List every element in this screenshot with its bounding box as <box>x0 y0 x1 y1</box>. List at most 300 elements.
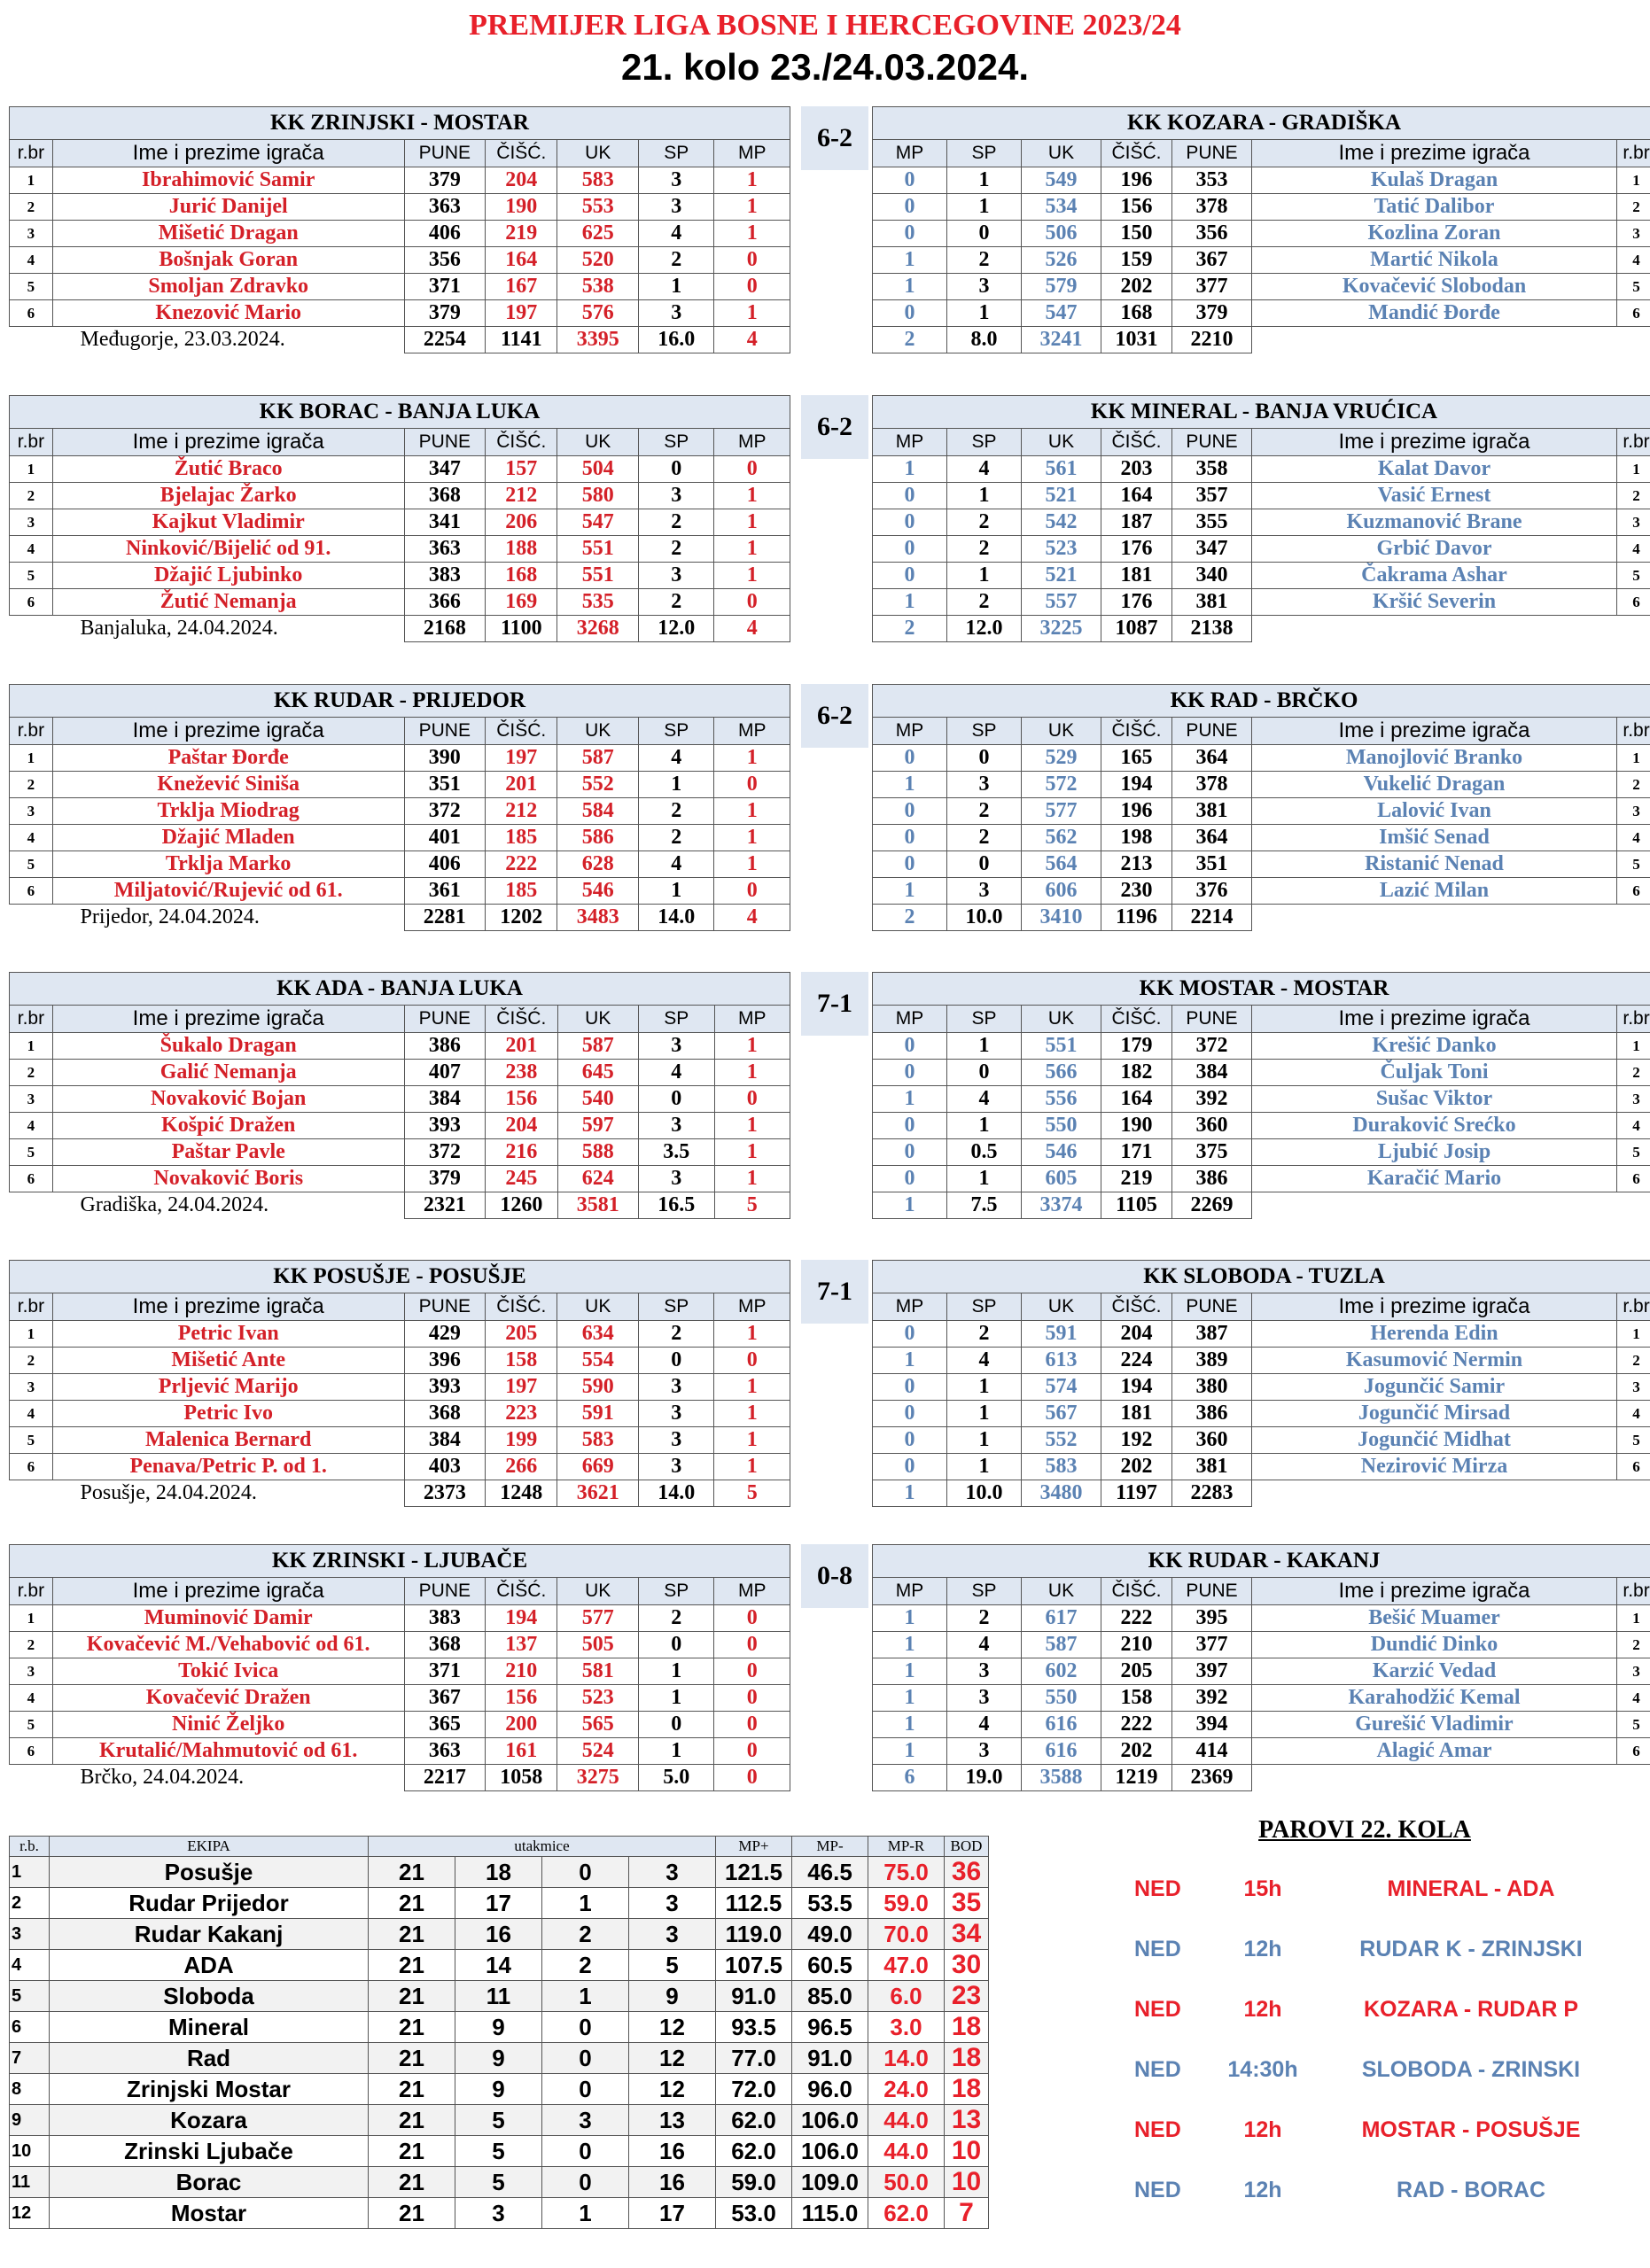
player-row <box>873 1605 1650 1632</box>
col-cisc: ČIŠĆ. <box>1101 1578 1172 1605</box>
total-sp: 7.5 <box>947 1192 1022 1219</box>
col-rb: r.br <box>10 1578 53 1605</box>
player-cisc: 182 <box>1101 1060 1172 1086</box>
player-mp: 1 <box>714 1166 790 1192</box>
player-rb: 2 <box>1617 483 1650 509</box>
player-row <box>873 167 1650 194</box>
player-pune: 368 <box>404 483 486 509</box>
player-name: Ristanić Nenad <box>1252 851 1617 878</box>
player-rb: 3 <box>10 798 53 825</box>
player-mp: 0 <box>873 194 947 221</box>
total-mp: 4 <box>714 616 790 642</box>
player-uk: 551 <box>1022 1033 1101 1060</box>
col-uk: UK <box>1022 1006 1101 1033</box>
player-rb: 2 <box>10 1632 53 1658</box>
player-uk: 561 <box>1022 456 1101 483</box>
player-mp: 0 <box>873 1113 947 1139</box>
standing-games: 21 <box>369 2136 455 2167</box>
player-uk: 628 <box>557 851 639 878</box>
player-row <box>873 1060 1650 1086</box>
player-mp: 0 <box>873 509 947 536</box>
pair-time: 12h <box>1243 2117 1282 2142</box>
player-cisc: 205 <box>486 1321 557 1348</box>
col-name: Ime i prezime igrača <box>52 1293 404 1321</box>
player-uk: 669 <box>557 1454 639 1480</box>
player-cisc: 190 <box>1101 1113 1172 1139</box>
standing-team: Kozara <box>50 2105 369 2136</box>
col-rb: r.br <box>1617 140 1650 167</box>
player-uk: 553 <box>557 194 639 221</box>
total-pune: 2210 <box>1172 327 1252 353</box>
player-name: Trklja Marko <box>52 851 404 878</box>
player-row <box>10 1033 790 1060</box>
player-uk: 583 <box>1022 1454 1101 1480</box>
player-sp: 1 <box>947 1033 1022 1060</box>
player-row <box>873 772 1650 798</box>
player-mp: 1 <box>873 456 947 483</box>
home-team-name: KK POSUŠJE - POSUŠJE <box>10 1261 790 1293</box>
player-rb: 1 <box>1617 1321 1650 1348</box>
pair-item <box>1117 1876 1613 1912</box>
player-pune: 363 <box>404 1738 486 1765</box>
pair-day: NED <box>1134 2057 1181 2082</box>
standings-row <box>10 1888 989 1919</box>
standing-team: Zrinjski Mostar <box>50 2074 369 2105</box>
player-name: Paštar Pavle <box>52 1139 404 1166</box>
player-name: Mišetić Ante <box>52 1348 404 1374</box>
player-rb: 3 <box>10 1086 53 1113</box>
total-uk: 3275 <box>557 1765 639 1791</box>
col-pune: PUNE <box>1172 718 1252 745</box>
total-pune: 2214 <box>1172 905 1252 931</box>
col-cisc: ČIŠĆ. <box>1101 1293 1172 1321</box>
player-sp: 1 <box>947 1166 1022 1192</box>
player-mp: 0 <box>873 1401 947 1427</box>
standing-mp-r: 47.0 <box>868 1950 945 1981</box>
player-cisc: 222 <box>486 851 557 878</box>
col-sp: SP <box>947 1006 1022 1033</box>
player-sp: 0 <box>947 851 1022 878</box>
away-team-name: KK RUDAR - KAKANJ <box>873 1545 1650 1578</box>
match-block <box>9 684 1650 950</box>
player-row <box>10 1658 790 1685</box>
total-uk: 3621 <box>557 1480 639 1507</box>
player-name: Kuzmanović Brane <box>1252 509 1617 536</box>
standing-games: 21 <box>369 2074 455 2105</box>
player-pune: 356 <box>404 247 486 274</box>
total-cisc: 1248 <box>486 1480 557 1507</box>
page-subtitle: 21. kolo 23./24.03.2024. <box>621 46 1029 88</box>
player-pune: 407 <box>404 1060 486 1086</box>
standings-row <box>10 2012 989 2043</box>
standing-mp-plus: 77.0 <box>716 2043 792 2074</box>
pair-match: RAD - BORAC <box>1396 2178 1546 2202</box>
player-pune: 386 <box>1172 1166 1252 1192</box>
standing-team: Borac <box>50 2167 369 2198</box>
player-mp: 0 <box>714 589 790 616</box>
away-team-name: KK MINERAL - BANJA VRUĆICA <box>873 396 1650 429</box>
player-row <box>10 1374 790 1401</box>
col-pune: PUNE <box>404 718 486 745</box>
player-mp: 1 <box>873 274 947 300</box>
player-uk: 538 <box>557 274 639 300</box>
standings-row <box>10 2043 989 2074</box>
player-row <box>873 589 1650 616</box>
player-pune: 353 <box>1172 167 1252 194</box>
player-name: Ljubić Josip <box>1252 1139 1617 1166</box>
standing-losses: 5 <box>629 1950 716 1981</box>
standing-points: 10 <box>945 2167 989 2198</box>
player-uk: 562 <box>1022 825 1101 851</box>
player-rb: 3 <box>10 509 53 536</box>
pair-time: 12h <box>1243 2178 1282 2202</box>
total-sp: 10.0 <box>947 1480 1022 1507</box>
player-name: Kovačević Slobodan <box>1252 274 1617 300</box>
total-pune: 2254 <box>404 327 486 353</box>
player-uk: 577 <box>557 1605 639 1632</box>
player-pune: 393 <box>404 1374 486 1401</box>
player-name: Malenica Bernard <box>52 1427 404 1454</box>
player-name: Jogunčić Mirsad <box>1252 1401 1617 1427</box>
total-pune: 2283 <box>1172 1480 1252 1507</box>
player-sp: 4 <box>947 1712 1022 1738</box>
player-sp: 0 <box>639 1712 714 1738</box>
away-team-name: KK KOZARA - GRADIŠKA <box>873 107 1650 140</box>
player-rb: 5 <box>10 274 53 300</box>
col-name: Ime i prezime igrača <box>1252 429 1617 456</box>
total-uk: 3410 <box>1022 905 1101 931</box>
standing-wins: 18 <box>455 1857 542 1888</box>
total-spacer <box>1252 1480 1650 1507</box>
player-row <box>873 300 1650 327</box>
player-pune: 364 <box>1172 825 1252 851</box>
player-row <box>10 509 790 536</box>
player-row <box>10 825 790 851</box>
total-cisc: 1196 <box>1101 905 1172 931</box>
away-team-name: KK SLOBODA - TUZLA <box>873 1261 1650 1293</box>
pair-day: NED <box>1134 1937 1181 1961</box>
player-sp: 0 <box>947 1060 1022 1086</box>
player-name: Paštar Đorđe <box>52 745 404 772</box>
player-mp: 0 <box>714 1605 790 1632</box>
player-uk: 523 <box>557 1685 639 1712</box>
col-uk: UK <box>1022 429 1101 456</box>
standing-draws: 0 <box>542 2167 629 2198</box>
player-mp: 0 <box>714 456 790 483</box>
match-result: 6-2 <box>801 106 868 170</box>
standing-mp-plus: 121.5 <box>716 1857 792 1888</box>
standing-mp-r: 59.0 <box>868 1888 945 1919</box>
match-venue: Banjaluka, 24.04.2024. <box>80 617 278 641</box>
player-uk: 625 <box>557 221 639 247</box>
standing-draws: 0 <box>542 2043 629 2074</box>
player-pune: 384 <box>1172 1060 1252 1086</box>
player-rb: 2 <box>10 772 53 798</box>
col-rb: r.br <box>10 140 53 167</box>
match-block <box>9 395 1650 661</box>
player-pune: 367 <box>1172 247 1252 274</box>
player-pune: 361 <box>404 878 486 905</box>
player-sp: 4 <box>947 1348 1022 1374</box>
player-name: Ninić Željko <box>52 1712 404 1738</box>
player-sp: 1 <box>947 1427 1022 1454</box>
standing-mp-minus: 106.0 <box>792 2105 868 2136</box>
standings-header-bod: BOD <box>945 1837 989 1857</box>
match-block <box>9 972 1650 1238</box>
away-team-table <box>872 684 1650 931</box>
player-mp: 0 <box>873 483 947 509</box>
standing-rank: 2 <box>10 1888 50 1919</box>
player-rb: 5 <box>10 563 53 589</box>
player-uk: 549 <box>1022 167 1101 194</box>
standing-wins: 9 <box>455 2012 542 2043</box>
home-team-table <box>9 106 790 353</box>
player-cisc: 165 <box>1101 745 1172 772</box>
player-rb: 5 <box>1617 851 1650 878</box>
standing-games: 21 <box>369 2012 455 2043</box>
player-uk: 591 <box>557 1401 639 1427</box>
player-rb: 5 <box>10 1139 53 1166</box>
player-rb: 6 <box>10 878 53 905</box>
player-rb: 5 <box>1617 1427 1650 1454</box>
player-sp: 3 <box>639 1454 714 1480</box>
player-row <box>10 221 790 247</box>
player-name: Bošnjak Goran <box>52 247 404 274</box>
player-name: Penava/Petric P. od 1. <box>52 1454 404 1480</box>
player-cisc: 219 <box>486 221 557 247</box>
player-mp: 1 <box>873 772 947 798</box>
player-mp: 1 <box>714 509 790 536</box>
player-cisc: 168 <box>1101 300 1172 327</box>
player-mp: 0 <box>873 1427 947 1454</box>
home-team-name: KK RUDAR - PRIJEDOR <box>10 685 790 718</box>
player-name: Knezović Mario <box>52 300 404 327</box>
player-name: Sušac Viktor <box>1252 1086 1617 1113</box>
player-sp: 1 <box>947 300 1022 327</box>
player-sp: 2 <box>947 1321 1022 1348</box>
player-mp: 1 <box>714 1401 790 1427</box>
standing-mp-r: 6.0 <box>868 1981 945 2012</box>
standing-games: 21 <box>369 1981 455 2012</box>
player-cisc: 156 <box>486 1685 557 1712</box>
player-cisc: 222 <box>1101 1605 1172 1632</box>
standing-games: 21 <box>369 2043 455 2074</box>
col-mp: MP <box>714 1293 790 1321</box>
col-sp: SP <box>639 429 714 456</box>
player-uk: 591 <box>1022 1321 1101 1348</box>
player-rb: 4 <box>1617 247 1650 274</box>
player-mp: 1 <box>873 1605 947 1632</box>
player-rb: 4 <box>1617 825 1650 851</box>
player-uk: 554 <box>557 1348 639 1374</box>
player-name: Žutić Braco <box>52 456 404 483</box>
total-mp: 1 <box>873 1192 947 1219</box>
player-row <box>10 1060 790 1086</box>
standings-header-games: utakmice <box>369 1837 716 1857</box>
player-name: Smoljan Zdravko <box>52 274 404 300</box>
player-name: Kršić Severin <box>1252 589 1617 616</box>
player-pune: 375 <box>1172 1139 1252 1166</box>
player-cisc: 222 <box>1101 1712 1172 1738</box>
player-sp: 0 <box>947 745 1022 772</box>
player-rb: 6 <box>1617 1454 1650 1480</box>
player-uk: 551 <box>557 536 639 563</box>
player-name: Bjelajac Žarko <box>52 483 404 509</box>
total-sp: 19.0 <box>947 1765 1022 1791</box>
player-mp: 0 <box>873 1060 947 1086</box>
col-mp: MP <box>714 140 790 167</box>
player-name: Džajić Ljubinko <box>52 563 404 589</box>
player-rb: 5 <box>10 851 53 878</box>
player-sp: 3 <box>639 1401 714 1427</box>
total-cisc: 1141 <box>486 327 557 353</box>
player-uk: 606 <box>1022 878 1101 905</box>
match-block <box>9 1544 1650 1810</box>
player-mp: 0 <box>873 825 947 851</box>
col-rb: r.br <box>10 1293 53 1321</box>
standing-team: Mineral <box>50 2012 369 2043</box>
pair-match: MOSTAR - POSUŠJE <box>1361 2117 1581 2142</box>
total-mp: 0 <box>714 1765 790 1791</box>
col-uk: UK <box>557 1006 639 1033</box>
col-uk: UK <box>557 1578 639 1605</box>
home-team-name: KK ADA - BANJA LUKA <box>10 973 790 1006</box>
col-rb: r.br <box>10 1006 53 1033</box>
col-sp: SP <box>638 718 713 745</box>
player-sp: 1 <box>947 1113 1022 1139</box>
player-row <box>10 878 790 905</box>
standing-mp-plus: 72.0 <box>716 2074 792 2105</box>
col-name: Ime i prezime igrača <box>1252 718 1617 745</box>
player-rb: 2 <box>1617 1348 1650 1374</box>
total-row <box>10 616 790 642</box>
player-name: Jogunčić Samir <box>1252 1374 1617 1401</box>
player-name: Karahodžić Kemal <box>1252 1685 1617 1712</box>
player-name: Kasumović Nermin <box>1252 1348 1617 1374</box>
total-row <box>10 1192 790 1219</box>
standing-mp-r: 3.0 <box>868 2012 945 2043</box>
player-cisc: 202 <box>1101 1738 1172 1765</box>
player-cisc: 185 <box>486 878 557 905</box>
col-rb: r.br <box>1617 1006 1650 1033</box>
player-pune: 379 <box>404 300 486 327</box>
player-row <box>873 1139 1650 1166</box>
standing-team: Rad <box>50 2043 369 2074</box>
player-cisc: 176 <box>1101 536 1172 563</box>
player-uk: 504 <box>557 456 639 483</box>
player-mp: 1 <box>714 825 790 851</box>
player-pune: 386 <box>1172 1401 1252 1427</box>
player-rb: 4 <box>10 536 53 563</box>
player-rb: 1 <box>1617 167 1650 194</box>
player-cisc: 210 <box>486 1658 557 1685</box>
standing-mp-minus: 109.0 <box>792 2167 868 2198</box>
player-mp: 1 <box>714 167 790 194</box>
player-row <box>873 1321 1650 1348</box>
total-cisc: 1105 <box>1101 1192 1172 1219</box>
col-cisc: ČIŠĆ. <box>486 429 557 456</box>
player-uk: 551 <box>557 563 639 589</box>
col-mp: MP <box>873 429 947 456</box>
total-cisc: 1197 <box>1101 1480 1172 1507</box>
player-uk: 590 <box>557 1374 639 1401</box>
total-row <box>873 1765 1650 1791</box>
player-name: Vasić Ernest <box>1252 483 1617 509</box>
player-cisc: 194 <box>1101 772 1172 798</box>
player-uk: 552 <box>557 772 639 798</box>
player-sp: 4 <box>947 1632 1022 1658</box>
standing-mp-plus: 53.0 <box>716 2198 792 2229</box>
player-name: Žutić Nemanja <box>52 589 404 616</box>
player-uk: 572 <box>1022 772 1101 798</box>
standing-mp-r: 70.0 <box>868 1919 945 1950</box>
player-row <box>873 745 1650 772</box>
player-uk: 557 <box>1022 589 1101 616</box>
player-cisc: 202 <box>1101 1454 1172 1480</box>
standings-header-mpminus: MP- <box>792 1837 868 1857</box>
player-sp: 3 <box>639 194 714 221</box>
player-sp: 3 <box>639 300 714 327</box>
player-cisc: 206 <box>486 509 557 536</box>
player-cisc: 197 <box>486 745 557 772</box>
player-name: Kovačević M./Vehabović od 61. <box>52 1632 404 1658</box>
total-cisc: 1058 <box>486 1765 557 1791</box>
player-row <box>873 247 1650 274</box>
player-sp: 1 <box>947 194 1022 221</box>
player-sp: 1 <box>639 274 714 300</box>
player-mp: 1 <box>714 1113 790 1139</box>
standings-row <box>10 2167 989 2198</box>
standing-mp-r: 50.0 <box>868 2167 945 2198</box>
player-pune: 390 <box>404 745 486 772</box>
total-row <box>10 905 790 931</box>
player-name: Bešić Muamer <box>1252 1605 1617 1632</box>
standing-mp-r: 62.0 <box>868 2198 945 2229</box>
player-row <box>10 1427 790 1454</box>
total-uk: 3374 <box>1022 1192 1101 1219</box>
col-sp: SP <box>639 140 714 167</box>
player-cisc: 164 <box>486 247 557 274</box>
player-pune: 379 <box>404 167 486 194</box>
player-rb: 5 <box>1617 563 1650 589</box>
total-mp: 2 <box>873 616 947 642</box>
standing-draws: 2 <box>542 1919 629 1950</box>
col-pune: PUNE <box>404 140 486 167</box>
player-rb: 4 <box>10 1113 53 1139</box>
player-mp: 1 <box>714 563 790 589</box>
player-mp: 1 <box>873 1348 947 1374</box>
player-rb: 6 <box>10 589 53 616</box>
away-team-table <box>872 106 1650 353</box>
player-sp: 1 <box>639 1685 714 1712</box>
total-sp: 8.0 <box>947 327 1022 353</box>
col-rb: r.br <box>1617 1578 1650 1605</box>
col-pune: PUNE <box>1172 140 1252 167</box>
col-sp: SP <box>639 1006 714 1033</box>
player-rb: 5 <box>10 1712 53 1738</box>
player-sp: 3 <box>639 167 714 194</box>
player-sp: 4 <box>639 221 714 247</box>
home-team-table <box>9 684 790 931</box>
player-cisc: 158 <box>486 1348 557 1374</box>
player-cisc: 185 <box>486 825 557 851</box>
col-mp: MP <box>714 718 790 745</box>
player-pune: 347 <box>404 456 486 483</box>
player-cisc: 194 <box>486 1605 557 1632</box>
player-pune: 355 <box>1172 509 1252 536</box>
total-row <box>873 905 1650 931</box>
player-uk: 602 <box>1022 1658 1101 1685</box>
